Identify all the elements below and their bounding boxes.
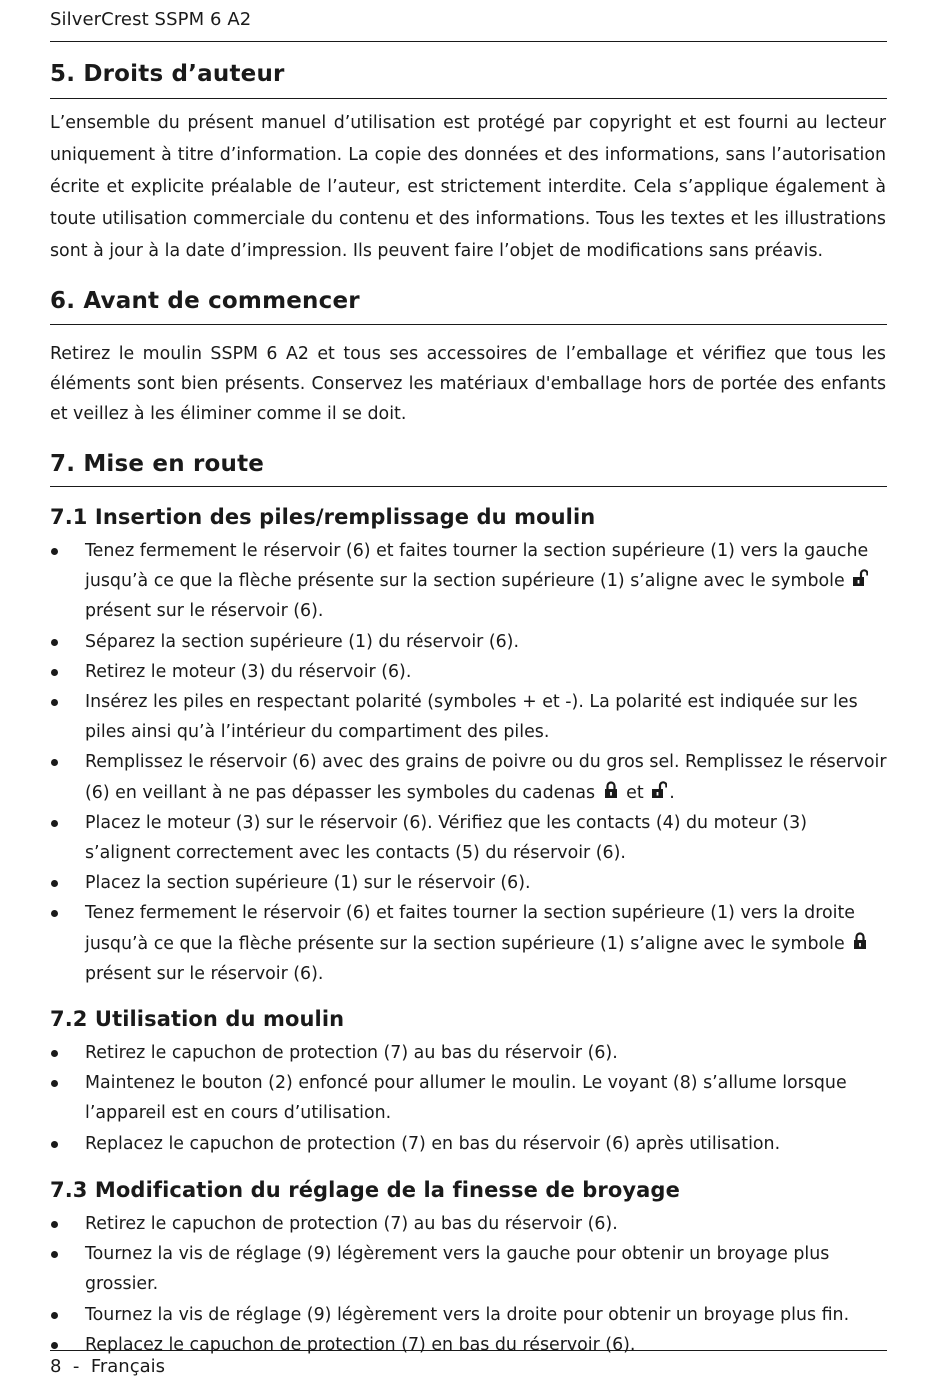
list-item: Placez la section supérieure (1) sur le réservoir (6). (50, 868, 890, 898)
section-7-heading: 7. Mise en route (50, 451, 265, 477)
list-item: Tournez la vis de réglage (9) légèrement vers la droite pour obtenir un broyage plus fin. (50, 1300, 890, 1330)
section-7-divider (50, 486, 887, 487)
section-5-heading: 5. Droits d’auteur (50, 61, 285, 87)
header-divider (50, 41, 887, 42)
unlock-icon (852, 568, 868, 588)
footer-divider (50, 1350, 887, 1351)
section-5-paragraph: L’ensemble du présent manuel d’utilisation est protégé par copyright et est fourni au lecteur uniquement à titre d’information. La copie des données et des informations, sans l’autorisation écrite et explicite préalable de l’auteur, est strictement interdite. Cela s’applique également à toute utilisation commerciale du contenu et des informations. Tous les textes et les illustrations sont à jour à la date d’impression. Ils peuvent faire l’objet de modifications sans préavis. (50, 113, 886, 261)
section-7-2-list (50, 1038, 890, 1159)
section-7-3-heading: 7.3 Modification du réglage de la finesse de broyage (50, 1178, 680, 1202)
list-item: Replacez le capuchon de protection (7) en bas du réservoir (6). (50, 1330, 890, 1360)
page-footer: 8 - Français (50, 1356, 166, 1377)
section-7-3-list (50, 1209, 890, 1360)
list-item: Séparez la section supérieure (1) du réservoir (6). (50, 627, 890, 657)
section-5-divider (50, 98, 887, 99)
unlock-icon (651, 780, 667, 800)
list-item: Tournez la vis de réglage (9) légèrement vers la gauche pour obtenir un broyage plus grossier. (50, 1239, 890, 1299)
list-item: Tenez fermement le réservoir (6) et faites tourner la section supérieure (1) vers la droite jusqu’à ce que la flèche présente sur la section supérieure (1) s’aligne avec le symbole présent sur le réservoir (6). (50, 898, 890, 989)
list-item: Retirez le moteur (3) du réservoir (6). (50, 657, 890, 687)
section-6-heading: 6. Avant de commencer (50, 288, 360, 314)
list-item: Tenez fermement le réservoir (6) et faites tourner la section supérieure (1) vers la gauche jusqu’à ce que la flèche présente sur la section supérieure (1) s’aligne avec le symbole présent sur le réservoir (6). (50, 536, 890, 627)
list-item: Retirez le capuchon de protection (7) au bas du réservoir (6). (50, 1209, 890, 1239)
lock-icon (603, 780, 619, 800)
list-item: Remplissez le réservoir (6) avec des grains de poivre ou du gros sel. Remplissez le réservoir (6) en veillant à ne pas dépasser les symboles du cadenas et . (50, 747, 890, 807)
section-7-1-list (50, 536, 890, 989)
list-item: Placez le moteur (3) sur le réservoir (6). Vérifiez que les contacts (4) du moteur (3) s’alignent correctement avec les contacts (5) du réservoir (6). (50, 808, 890, 868)
list-item: Insérez les piles en respectant polarité (symboles + et -). La polarité est indiquée sur les piles ainsi qu’à l’intérieur du compartiment des piles. (50, 687, 890, 747)
section-7-2-heading: 7.2 Utilisation du moulin (50, 1007, 345, 1031)
section-6-divider (50, 324, 887, 325)
list-item: Replacez le capuchon de protection (7) en bas du réservoir (6) après utilisation. (50, 1129, 890, 1159)
section-7-1-heading: 7.1 Insertion des piles/remplissage du moulin (50, 505, 596, 529)
section-6-paragraph: Retirez le moulin SSPM 6 A2 et tous ses accessoires de l’emballage et vérifiez que tous les éléments sont bien présents. Conservez les matériaux d'emballage hors de portée des enfants et veillez à les éliminer comme il se doit. (50, 344, 886, 425)
lock-icon (852, 931, 868, 951)
document-header-title: SilverCrest SSPM 6 A2 (50, 9, 252, 30)
list-item: Maintenez le bouton (2) enfoncé pour allumer le moulin. Le voyant (8) s’allume lorsque l’appareil est en cours d’utilisation. (50, 1068, 890, 1128)
list-item: Retirez le capuchon de protection (7) au bas du réservoir (6). (50, 1038, 890, 1068)
